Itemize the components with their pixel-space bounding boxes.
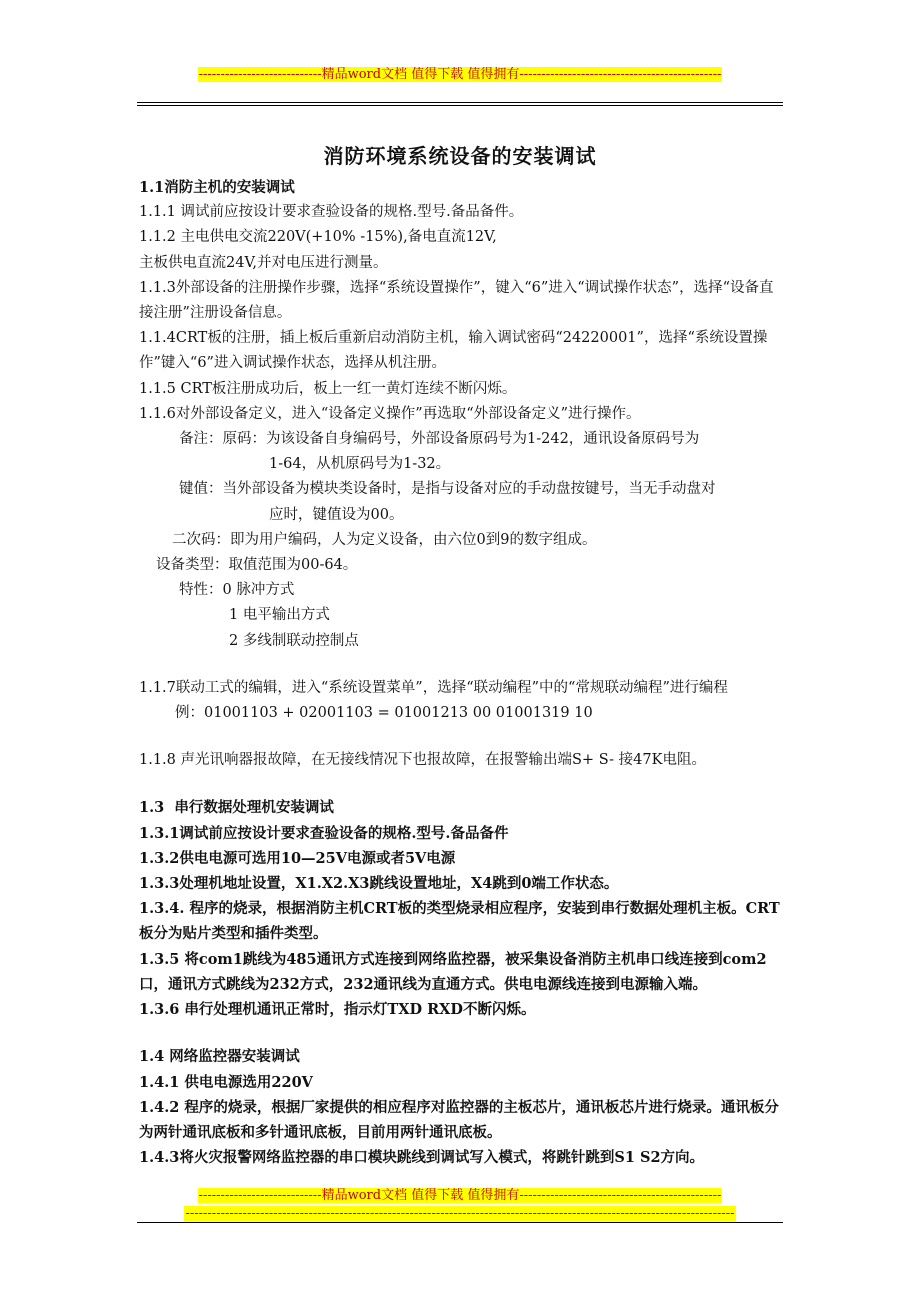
footer-banner: ----------------------------精品word文档 值得下载 值得拥有---------------------------------------------- xyxy=(198,1188,722,1203)
example-line: 例：01001103 + 02001103 = 01001213 00 01001319 10 xyxy=(175,705,593,722)
paragraph: 1.3.4. 程序的烧录，根据消防主机CRT板的类型烧录相应程序，安装到串行数据处理机主板。CRT板分为贴片类型和插件类型。 xyxy=(139,900,780,943)
section-heading-1-4: 1.4 网络监控器安装调试 xyxy=(139,1048,300,1066)
note-line: 备注：原码：为该设备自身编码号，外部设备原码号为1-242，通讯设备原码号为 xyxy=(179,431,700,448)
header-banner: ----------------------------精品word文档 值得下载 值得拥有---------------------------------------------- xyxy=(198,67,722,82)
paragraph: 1.1.6对外部设备定义，进入“设备定义操作”再选取“外部设备定义”进行操作。 xyxy=(139,405,641,422)
document-body xyxy=(139,175,787,1170)
paragraph: 1.3.1调试前应按设计要求查验设备的规格.型号.备品备件 xyxy=(139,824,509,842)
paragraph: 1.3.6 串行处理机通讯正常时，指示灯TXD RXD不断闪烁。 xyxy=(139,1001,536,1019)
paragraph: 1.1.1 调试前应按设计要求查验设备的规格.型号.备品备件。 xyxy=(139,204,524,221)
note-line: 特性：0 脉冲方式 xyxy=(179,582,295,599)
note-line: 1 电平输出方式 xyxy=(229,607,330,624)
note-line: 应时，键值设为00。 xyxy=(269,506,404,523)
footer-rule xyxy=(137,1222,783,1223)
note-line: 1-64，从机原码号为1-32。 xyxy=(269,456,451,473)
spacer xyxy=(139,773,787,795)
header-rule-bottom xyxy=(137,105,783,106)
spacer xyxy=(139,726,787,748)
paragraph: 1.1.5 CRT板注册成功后，板上一红一黄灯连续不断闪烁。 xyxy=(139,380,517,397)
paragraph: 1.1.2 主电供电交流220V(+10% -15%),备电直流12V, xyxy=(139,229,497,246)
note-line: 键值：当外部设备为模块类设备时，是指与设备对应的手动盘按键号，当无手动盘对 xyxy=(179,481,716,498)
paragraph: 1.3.2供电电源可选用10—25V电源或者5V电源 xyxy=(139,849,456,867)
paragraph: 1.4.2 程序的烧录，根据厂家提供的相应程序对监控器的主板芯片，通讯板芯片进行烧录。通讯板分为两针通讯底板和多针通讯底板，目前用两针通讯底板。 xyxy=(139,1098,779,1141)
paragraph: 1.3.5 将com1跳线为485通讯方式连接到网络监控器，被采集设备消防主机串口线连接到com2口，通讯方式跳线为232方式，232通讯线为直通方式。供电电源线连接到电源输入端。 xyxy=(139,950,767,993)
spacer xyxy=(139,1022,787,1044)
footer-dash-line: ----------------------------------------------------------------------------------------------------------------------------- xyxy=(185,1206,735,1221)
paragraph: 1.3.3处理机地址设置，X1.X2.X3跳线设置地址，X4跳到0端工作状态。 xyxy=(139,875,619,893)
note-line: 2 多线制联动控制点 xyxy=(229,632,359,649)
paragraph: 主板供电直流24V,并对电压进行测量。 xyxy=(139,254,388,271)
paragraph: 1.1.4CRT板的注册，插上板后重新启动消防主机，输入调试密码“24220001”，选择“系统设置操作”键入“6”进入调试操作状态，选择从机注册。 xyxy=(139,330,768,372)
paragraph: 1.4.3将火灾报警网络监控器的串口模块跳线到调试写入模式，将跳针跳到S1 S2方向。 xyxy=(139,1149,705,1167)
note-line: 二次码：即为用户编码，人为定义设备，由六位0到9的数字组成。 xyxy=(172,531,597,548)
note-line: 设备类型：取值范围为00-64。 xyxy=(156,557,358,574)
paragraph: 1.1.3外部设备的注册操作步骤，选择“系统设置操作”，键入“6”进入“调试操作状态”，选择“设备直接注册”注册设备信息。 xyxy=(139,279,774,322)
section-heading-1-1: 1.1消防主机的安装调试 xyxy=(139,179,295,196)
section-heading-1-3: 1.3 串行数据处理机安装调试 xyxy=(139,799,334,817)
paragraph: 1.1.7联动工式的编辑，进入“系统设置菜单”，选择“联动编程”中的“常规联动编程”进行编程 xyxy=(139,679,728,696)
paragraph: 1.4.1 供电电源选用220V xyxy=(139,1073,313,1091)
paragraph: 1.1.8 声光讯响器报故障，在无接线情况下也报故障，在报警输出端S+ S- 接47K电阻。 xyxy=(139,752,706,769)
spacer xyxy=(139,654,787,676)
document-title: 消防环境系统设备的安装调试 xyxy=(323,144,597,168)
header-rule-top xyxy=(137,102,783,103)
